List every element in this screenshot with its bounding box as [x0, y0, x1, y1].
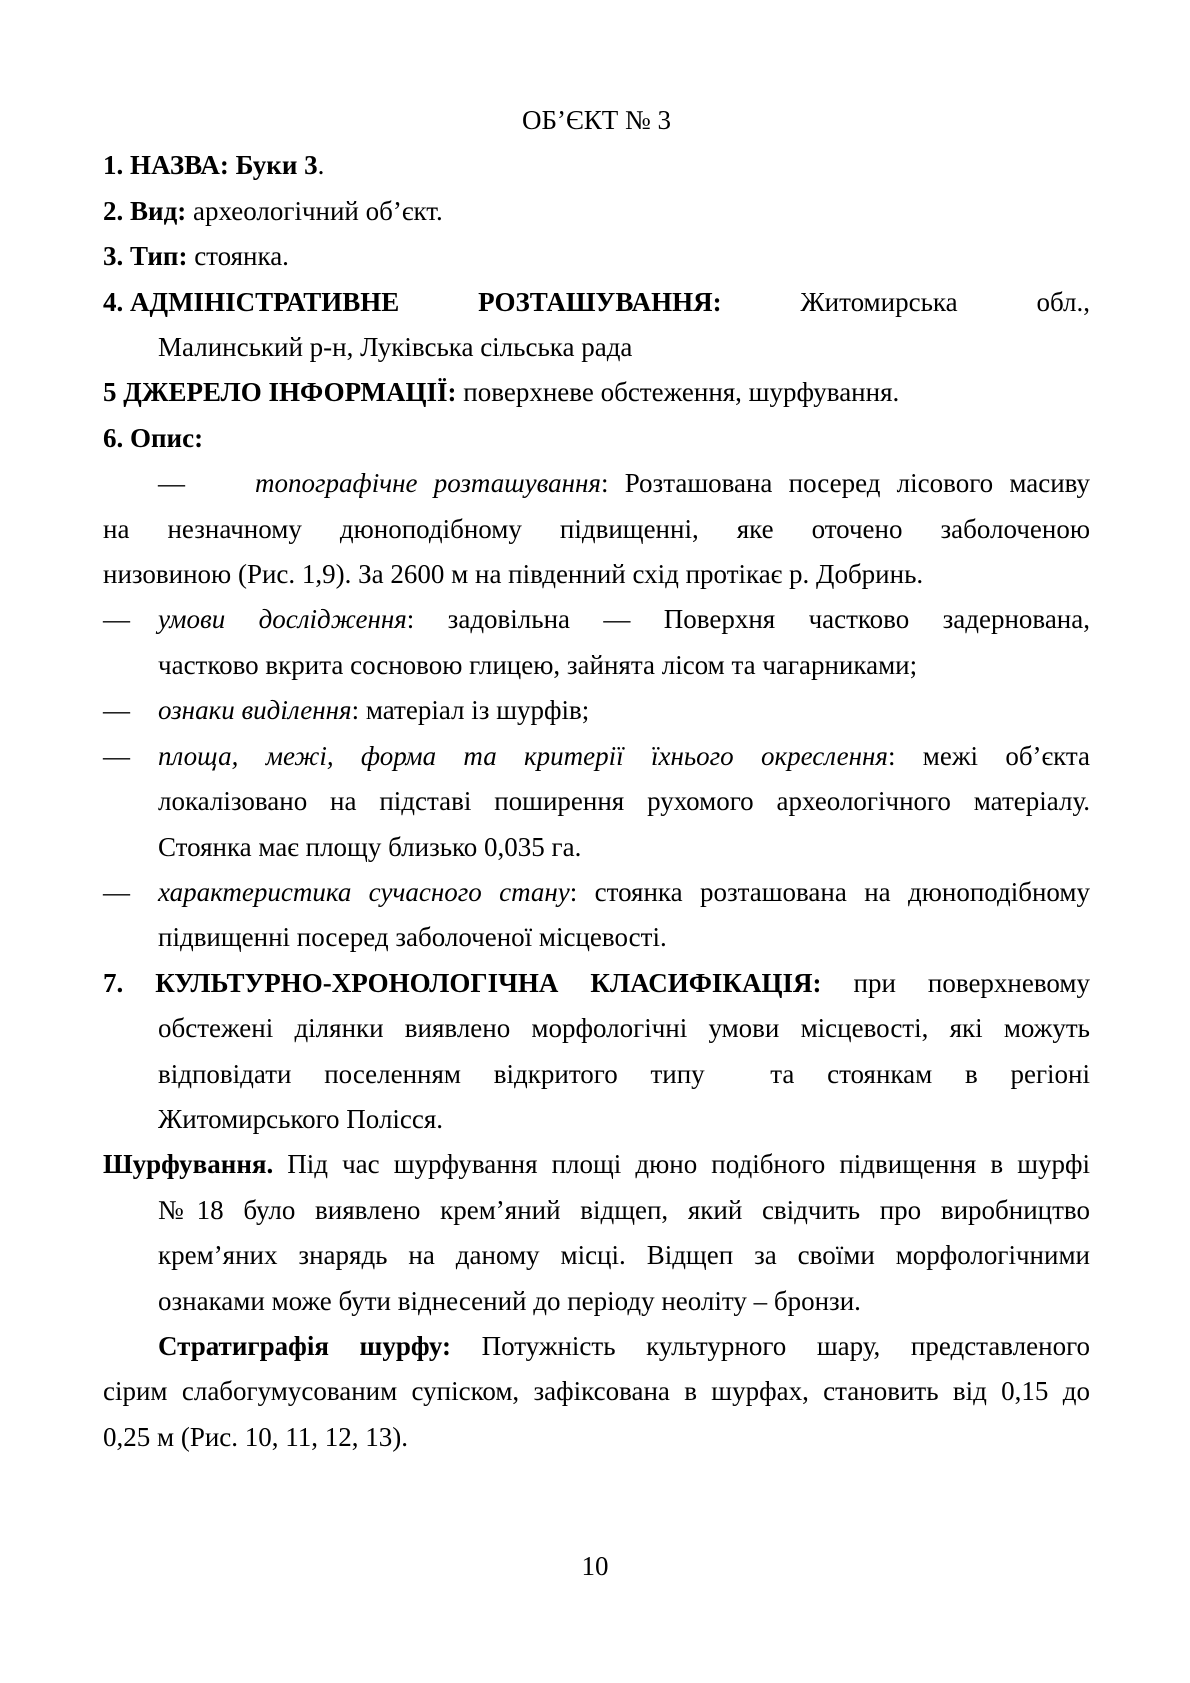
- text-run: 5 ДЖЕРЕЛО ІНФОРМАЦІЇ:: [103, 377, 457, 408]
- para-stratygrafiya-line2: [103, 1369, 1090, 1414]
- field-nazva: [103, 143, 1090, 188]
- para-shurfuvannya-line3: [103, 1233, 1090, 1278]
- text-run: частково вкрита сосновою глицею, зайнята лісом та чагарниками;: [158, 649, 918, 680]
- text-run: Потужність культурного шару, представленого: [451, 1330, 1090, 1361]
- bullet-kharakterystyka-line2: [103, 915, 1090, 960]
- para-shurfuvannya-line2: [103, 1188, 1090, 1233]
- text-run: : межі об’єкта: [887, 740, 1091, 771]
- text-run: : матеріал із шурфів;: [351, 695, 590, 726]
- para-stratygrafiya-line1: [103, 1324, 1090, 1369]
- text-run: : задовільна — Поверхня частково задернована,: [406, 604, 1090, 635]
- para-shurfuvannya-line1: [103, 1142, 1090, 1187]
- document-body: [103, 98, 1090, 1460]
- text-run: стоянка.: [187, 241, 289, 272]
- text-run: РОЗТАШУВАННЯ:: [478, 286, 722, 317]
- text-run: підвищенні посеред заболоченої місцевості.: [158, 922, 667, 953]
- field-klasyfikatsiya-line2: [103, 1006, 1090, 1051]
- text-run: 3. Тип:: [103, 241, 188, 272]
- field-vyd: [103, 189, 1090, 234]
- text-run: .: [317, 150, 325, 181]
- text-run: топографічне розташування: [255, 468, 601, 499]
- para-shurfuvannya-line4: [103, 1279, 1090, 1324]
- text-run: ознаки виділення: [158, 695, 352, 726]
- text-run: Малинський р-н, Луківська сільська рада: [158, 332, 633, 363]
- bullet-topography-line2: [103, 507, 1090, 552]
- text-run: 2. Вид:: [103, 195, 187, 226]
- bullet-dash-marker: —: [103, 695, 130, 726]
- text-run: при поверхневому: [821, 967, 1090, 998]
- field-klasyfikatsiya-line1: [103, 961, 1090, 1006]
- bullet-ploshcha-line2: [103, 779, 1090, 824]
- field-dzherelo: [103, 370, 1090, 415]
- text-run: поверхневе обстеження, шурфування.: [456, 377, 900, 408]
- text-run: крем’яних знарядь на даному місці. Відщеп за своїми морфологічними: [158, 1240, 1090, 1271]
- text-run: на незначному дюноподібному підвищенні, яке оточено заболоченою: [103, 513, 1090, 544]
- bullet-umovy-line2: [103, 643, 1090, 688]
- text-run: №18 було виявлено крем’яний відщеп, який свідчить про виробництво: [158, 1194, 1090, 1225]
- text-run: Житомирського Полісся.: [158, 1103, 444, 1134]
- text-run: відповідати поселенням відкритого типу та стоянкам в регіоні: [158, 1058, 1090, 1089]
- bullet-topography-line3: [103, 552, 1090, 597]
- text-run: Під час шурфування площі дюно подібного підвищення в шурфі: [273, 1149, 1090, 1180]
- field-admin-line2: [103, 325, 1090, 370]
- bullet-umovy-line1: [103, 597, 1090, 642]
- field-klasyfikatsiya-line4: [103, 1097, 1090, 1142]
- text-run: локалізовано на підставі поширення рухомого археологічного матеріалу.: [158, 786, 1090, 817]
- text-run: 4. АДМІНІСТРАТИВНЕ: [103, 286, 400, 317]
- field-opys: [103, 416, 1090, 461]
- bullet-topography-line1: [103, 461, 1090, 506]
- page-number: 10: [581, 1551, 609, 1581]
- text-run: площа, межі, форма та критерії їхнього окреслення: [158, 740, 888, 771]
- text-run: : стоянка розташована на дюноподібному: [569, 876, 1090, 907]
- text-run: археологічний об’єкт.: [186, 195, 443, 226]
- document-title: ОБ’ЄКТ № 3: [521, 105, 672, 135]
- text-run: Шурфування.: [103, 1149, 274, 1180]
- text-run: 1. НАЗВА: Буки 3: [103, 150, 318, 181]
- text-run: сірим слабогумусованим супіском, зафіксована в шурфах, становить від 0,15 до: [103, 1376, 1090, 1407]
- bullet-dash-marker: —: [103, 876, 130, 907]
- text-run: обстежені ділянки виявлено морфологічні умови місцевості, які можуть: [158, 1013, 1090, 1044]
- text-run: : Розташована посеред лісового масиву: [600, 468, 1090, 499]
- field-typ: [103, 234, 1090, 279]
- bullet-dash-marker: —: [103, 740, 130, 771]
- bullet-ploshcha-line3: [103, 825, 1090, 870]
- text-run: умови дослідження: [158, 604, 407, 635]
- para-stratygrafiya-line3: [103, 1415, 1090, 1460]
- text-run: ознаками може бути віднесений до періоду неоліту – бронзи.: [158, 1285, 861, 1316]
- bullet-kharakterystyka-line1: [103, 870, 1090, 915]
- field-klasyfikatsiya-line3: [103, 1052, 1090, 1097]
- text-run: Стратиграфія шурфу:: [158, 1330, 451, 1361]
- text-run: характеристика сучасного стану: [158, 876, 570, 907]
- bullet-ploshcha-line1: [103, 734, 1090, 779]
- bullet-oznaky: [103, 688, 1090, 733]
- bullet-dash-marker: —: [103, 604, 130, 635]
- field-admin-line1: [103, 280, 1090, 325]
- text-run: Стоянка має площу близько 0,035 га.: [158, 831, 582, 862]
- text-run: Житомирська: [800, 286, 958, 317]
- text-run: низовиною (Рис. 1,9). За 2600 м на південний схід протікає р. Добринь.: [103, 559, 924, 590]
- text-run: —: [158, 468, 185, 499]
- text-run: обл.,: [1036, 286, 1090, 317]
- text-run: 6. Опис:: [103, 422, 204, 453]
- text-run: 7. КУЛЬТУРНО-ХРОНОЛОГІЧНА КЛАСИФІКАЦІЯ:: [103, 967, 822, 998]
- text-run: 0,25 м (Рис. 10, 11, 12, 13).: [103, 1421, 409, 1452]
